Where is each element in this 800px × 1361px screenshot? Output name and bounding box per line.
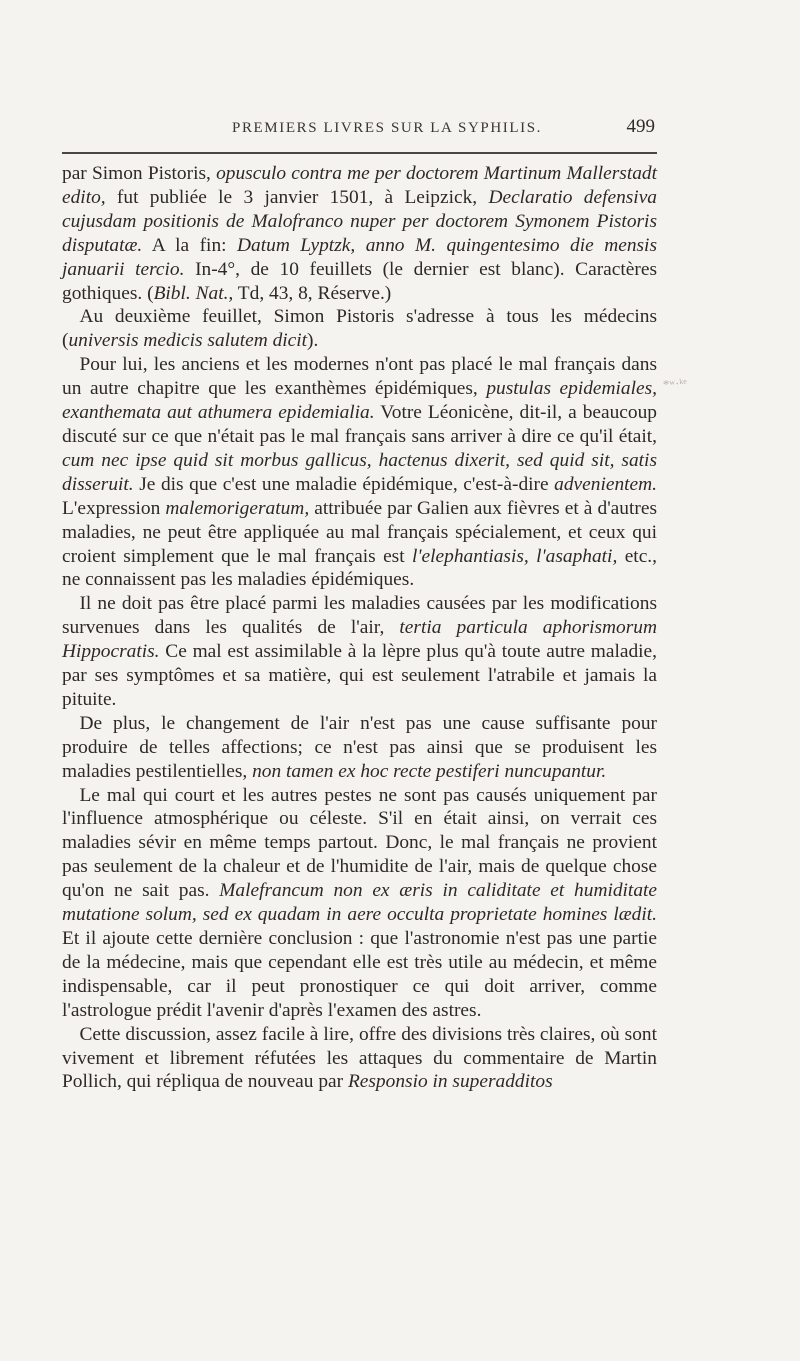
paragraph	[62, 712, 657, 784]
italic-text: opusculo contra me per doctorem Martinum Mallerstadt edito,	[62, 163, 657, 208]
text-run: etc., ne connaissent pas les maladies épidémiques.	[62, 545, 657, 591]
text-run: par Simon Pistoris,	[62, 163, 217, 184]
text-run: Cette discussion, assez facile à lire, offre des divisions très claires, où sont vivement et librement réfutées les attaques du commentaire de Martin Pollich, qui répliqua de nouveau par	[62, 1023, 657, 1093]
header-rule	[62, 152, 657, 154]
text-run: ).	[307, 330, 319, 352]
italic-text: tertia particula aphorismorum Hippocratis.	[62, 617, 657, 663]
italic-text: Bibl. Nat.,	[153, 282, 234, 304]
text-run: Je dis que c'est une maladie épidémique, c'est-à-dire	[133, 473, 555, 495]
paragraph	[62, 784, 657, 1023]
text-run: Le mal qui court et les autres pestes ne sont pas causés uniquement par l'influence atmosphérique ou céleste. S'il en était ainsi, on verrait ces maladies sévir en même temps partout. Donc, le mal français ne provient pas seulement de la chaleur et de l'humidite de l'air, mais de quelque chose qu'on ne sait pas.	[62, 784, 657, 902]
italic-text: Declaratio defensiva cujusdam positionis de Malofranco nuper per doctorem Symonem Pistoris disputatæ.	[62, 186, 657, 256]
margin-mark: *ʷ·ᵏᵉ	[662, 375, 688, 392]
text-run: fut publiée le 3 janvier 1501, à Leipzick,	[105, 186, 489, 208]
paragraph	[62, 353, 657, 592]
paragraph	[62, 1023, 657, 1095]
italic-text: l'elephantiasis, l'asaphati,	[412, 545, 618, 567]
paragraph	[62, 305, 657, 353]
italic-text: Datum Lyptzk, anno M. quingentesimo die mensis januarii tercio.	[62, 234, 657, 280]
text-run: Ce mal est assimilable à la lèpre plus qu'à toute autre maladie, par ses symptômes et sa matière, qui est seulement l'atrabile et jamais la pituite.	[62, 641, 657, 710]
italic-text: non tamen ex hoc recte pestiferi nuncupantur.	[252, 760, 607, 782]
italic-text: advenientem.	[554, 473, 657, 495]
text-run: Votre Léonicène, dit-il, a beaucoup discuté sur ce que n'était pas le mal français sans arriver à dire ce qu'il était,	[62, 402, 657, 447]
running-title: PREMIERS LIVRES SUR LA SYPHILIS.	[232, 120, 542, 136]
page-header	[62, 118, 657, 144]
text-run: Au deuxième feuillet, Simon Pistoris s'adresse à tous les médecins (	[62, 306, 657, 352]
body-text	[62, 162, 657, 1094]
text-run: L'expression	[62, 497, 166, 519]
italic-text: universis medicis salutem dicit	[68, 330, 308, 352]
text-run: Il ne doit pas être placé parmi les maladies causées par les modifications survenues dans les qualités de l'air,	[62, 593, 657, 639]
italic-text: cum nec ipse quid sit morbus gallicus, hactenus dixerit, sed quid sit, satis disseruit.	[62, 449, 657, 495]
text-run: In-4°, de 10 feuillets (le dernier est blanc). Caractères gothiques. (	[62, 258, 657, 304]
text-run: attribuée par Galien aux fièvres et à d'autres maladies, ne peut être appliquée au mal français spécialement, et ceux qui croient simplement que le mal français est	[62, 497, 657, 567]
italic-text: malemorigeratum,	[165, 497, 310, 519]
text-run: Td, 43, 8, Réserve.)	[233, 282, 392, 304]
italic-text: Responsio in superadditos	[347, 1071, 553, 1093]
page-number: 499	[626, 116, 655, 137]
italic-text: pustulas epidemiales, exanthemata aut athumera epidemialia.	[62, 378, 658, 424]
text-run: Pour lui, les anciens et les modernes n'ont pas placé le mal français dans un autre chapitre que les exanthèmes épidémiques,	[62, 354, 657, 400]
text-run: De plus, le changement de l'air n'est pas une cause suffisante pour produire de telles affections; ce n'est pas ainsi que se produisent les maladies pestilentielles,	[62, 712, 657, 782]
italic-text: Malefrancum non ex æris in caliditate et humiditate mutatione solum, sed ex quadam in aere occulta proprietate homines lædit.	[62, 880, 658, 926]
paragraph	[62, 162, 657, 305]
paragraph	[62, 592, 657, 712]
text-run: Et il ajoute cette dernière conclusion : que l'astronomie n'est pas une partie de la médecine, mais que cependant elle est très utile au médecin, et même indispensable, car il peut pronostiquer ce qui doit arriver, comme l'astrologue prédit l'avenir d'après l'examen des astres.	[62, 928, 657, 1021]
text-run: A la fin:	[142, 234, 238, 256]
